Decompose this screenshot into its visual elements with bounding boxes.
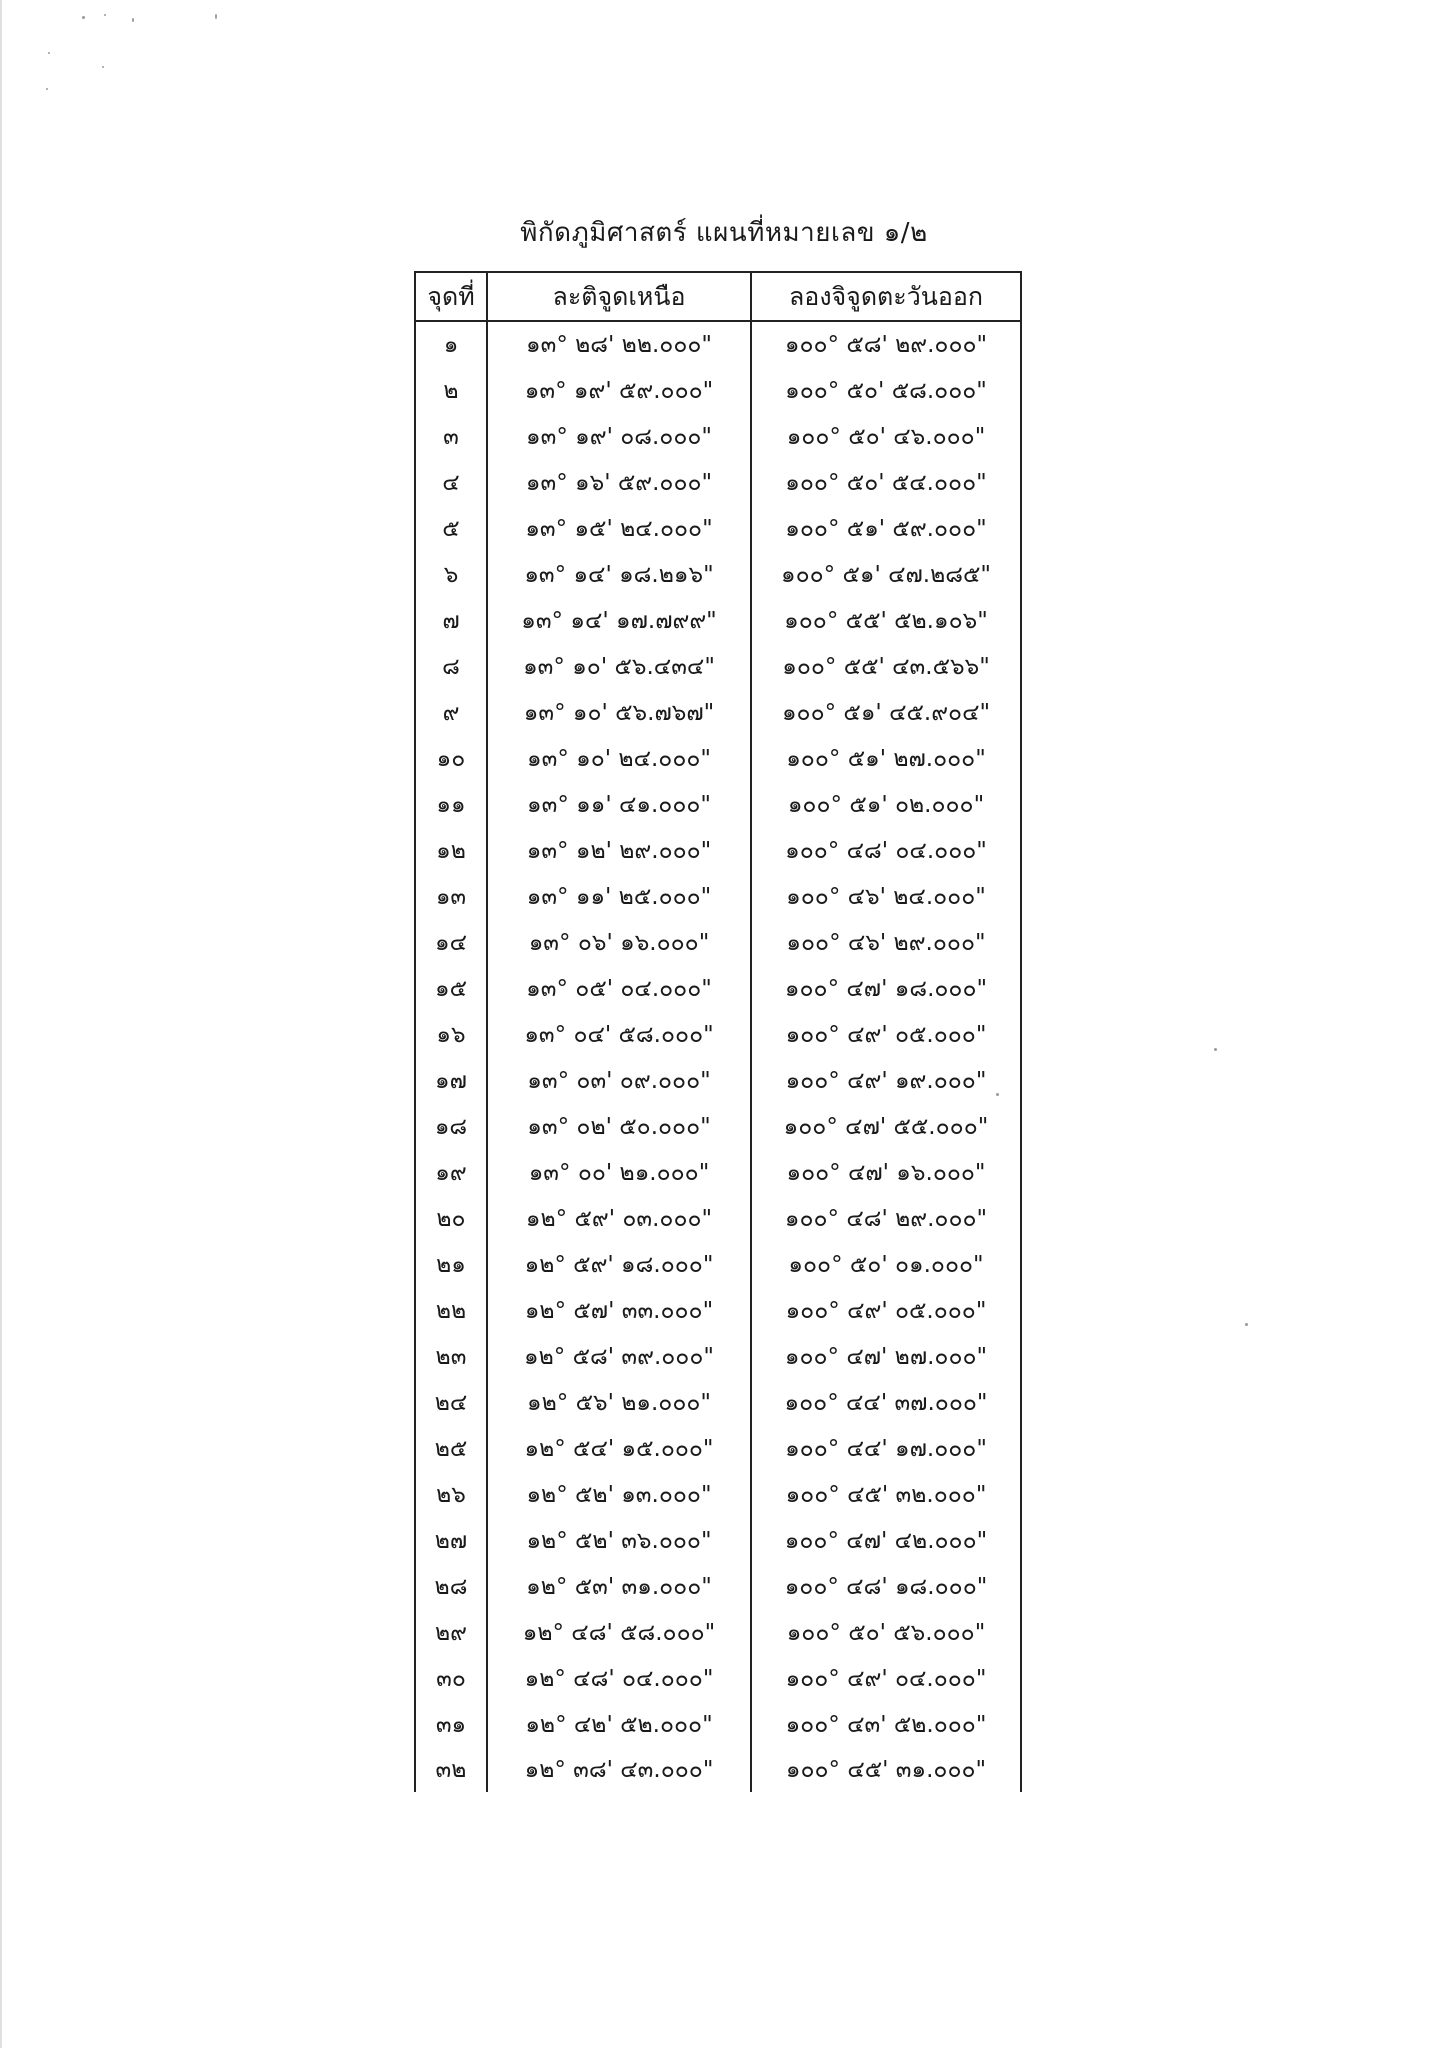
longitude-value: ๑๐๐° ๔๘' ๐๔.๐๐๐" — [751, 828, 1021, 874]
latitude-value: ๑๒° ๔๘' ๐๔.๐๐๐" — [487, 1656, 751, 1702]
point-number: ๑๖ — [415, 1012, 487, 1058]
point-number: ๓๑ — [415, 1702, 487, 1748]
longitude-value: ๑๐๐° ๔๙' ๐๕.๐๐๐" — [751, 1288, 1021, 1334]
table-row — [415, 1334, 1021, 1380]
header-latitude: ละติจูดเหนือ — [487, 272, 751, 321]
longitude-value: ๑๐๐° ๕๑' ๔๕.๙๐๔" — [751, 690, 1021, 736]
latitude-value: ๑๒° ๕๒' ๑๓.๐๐๐" — [487, 1472, 751, 1518]
longitude-value: ๑๐๐° ๔๔' ๑๗.๐๐๐" — [751, 1426, 1021, 1472]
longitude-value: ๑๐๐° ๔๗' ๑๘.๐๐๐" — [751, 966, 1021, 1012]
latitude-value: ๑๓° ๑๙' ๐๘.๐๐๐" — [487, 414, 751, 460]
longitude-value: ๑๐๐° ๔๗' ๕๕.๐๐๐" — [751, 1104, 1021, 1150]
scan-speck — [215, 14, 217, 19]
table-row — [415, 1702, 1021, 1748]
table-row — [415, 1748, 1021, 1792]
latitude-value: ๑๓° ๑๔' ๑๘.๒๑๖" — [487, 552, 751, 598]
table-row — [415, 1380, 1021, 1426]
table-header-row — [415, 272, 1021, 321]
longitude-value: ๑๐๐° ๔๙' ๐๔.๐๐๐" — [751, 1656, 1021, 1702]
point-number: ๑ — [415, 321, 487, 368]
table-row — [415, 321, 1021, 368]
latitude-value: ๑๓° ๑๑' ๒๕.๐๐๐" — [487, 874, 751, 920]
point-number: ๑๕ — [415, 966, 487, 1012]
table-row — [415, 1518, 1021, 1564]
latitude-value: ๑๓° ๑๒' ๒๙.๐๐๐" — [487, 828, 751, 874]
scan-speck — [82, 16, 85, 19]
longitude-value: ๑๐๐° ๔๗' ๔๒.๐๐๐" — [751, 1518, 1021, 1564]
point-number: ๒๓ — [415, 1334, 487, 1380]
point-number: ๓ — [415, 414, 487, 460]
point-number: ๗ — [415, 598, 487, 644]
table-row — [415, 828, 1021, 874]
longitude-value: ๑๐๐° ๕๑' ๐๒.๐๐๐" — [751, 782, 1021, 828]
table-row — [415, 1564, 1021, 1610]
longitude-value: ๑๐๐° ๔๙' ๑๙.๐๐๐" — [751, 1058, 1021, 1104]
longitude-value: ๑๐๐° ๔๙' ๐๕.๐๐๐" — [751, 1012, 1021, 1058]
scan-speck — [1245, 1323, 1248, 1326]
longitude-value: ๑๐๐° ๔๘' ๒๙.๐๐๐" — [751, 1196, 1021, 1242]
table-row — [415, 1196, 1021, 1242]
point-number: ๒๑ — [415, 1242, 487, 1288]
latitude-value: ๑๒° ๓๘' ๔๓.๐๐๐" — [487, 1748, 751, 1792]
point-number: ๓๐ — [415, 1656, 487, 1702]
scan-speck — [46, 88, 48, 90]
point-number: ๒๙ — [415, 1610, 487, 1656]
point-number: ๒๗ — [415, 1518, 487, 1564]
point-number: ๓๒ — [415, 1748, 487, 1792]
point-number: ๑๗ — [415, 1058, 487, 1104]
point-number: ๒๘ — [415, 1564, 487, 1610]
point-number: ๑๐ — [415, 736, 487, 782]
latitude-value: ๑๓° ๐๐' ๒๑.๐๐๐" — [487, 1150, 751, 1196]
point-number: ๒๒ — [415, 1288, 487, 1334]
longitude-value: ๑๐๐° ๕๐' ๕๘.๐๐๐" — [751, 368, 1021, 414]
point-number: ๑๙ — [415, 1150, 487, 1196]
latitude-value: ๑๓° ๐๒' ๕๐.๐๐๐" — [487, 1104, 751, 1150]
point-number: ๕ — [415, 506, 487, 552]
point-number: ๒ — [415, 368, 487, 414]
longitude-value: ๑๐๐° ๔๗' ๒๗.๐๐๐" — [751, 1334, 1021, 1380]
table-row — [415, 1150, 1021, 1196]
latitude-value: ๑๒° ๕๖' ๒๑.๐๐๐" — [487, 1380, 751, 1426]
point-number: ๒๔ — [415, 1380, 487, 1426]
table-row — [415, 1058, 1021, 1104]
table-row — [415, 1610, 1021, 1656]
table-row — [415, 736, 1021, 782]
table-row — [415, 414, 1021, 460]
latitude-value: ๑๓° ๐๔' ๕๘.๐๐๐" — [487, 1012, 751, 1058]
table-row — [415, 1012, 1021, 1058]
header-point: จุดที่ — [415, 272, 487, 321]
coordinates-table — [414, 271, 1022, 1792]
latitude-value: ๑๓° ๑๑' ๔๑.๐๐๐" — [487, 782, 751, 828]
longitude-value: ๑๐๐° ๔๕' ๓๒.๐๐๐" — [751, 1472, 1021, 1518]
table-row — [415, 1242, 1021, 1288]
table-row — [415, 368, 1021, 414]
table-row — [415, 1472, 1021, 1518]
longitude-value: ๑๐๐° ๔๕' ๓๑.๐๐๐" — [751, 1748, 1021, 1792]
point-number: ๒๐ — [415, 1196, 487, 1242]
point-number: ๑๑ — [415, 782, 487, 828]
scan-speck — [102, 66, 104, 68]
latitude-value: ๑๓° ๐๕' ๐๔.๐๐๐" — [487, 966, 751, 1012]
latitude-value: ๑๒° ๕๙' ๑๘.๐๐๐" — [487, 1242, 751, 1288]
longitude-value: ๑๐๐° ๕๑' ๒๗.๐๐๐" — [751, 736, 1021, 782]
scan-speck — [132, 18, 134, 22]
point-number: ๙ — [415, 690, 487, 736]
latitude-value: ๑๓° ๐๓' ๐๙.๐๐๐" — [487, 1058, 751, 1104]
table-row — [415, 460, 1021, 506]
table-row — [415, 506, 1021, 552]
point-number: ๒๕ — [415, 1426, 487, 1472]
latitude-value: ๑๒° ๕๘' ๓๙.๐๐๐" — [487, 1334, 751, 1380]
longitude-value: ๑๐๐° ๕๑' ๕๙.๐๐๐" — [751, 506, 1021, 552]
latitude-value: ๑๒° ๕๓' ๓๑.๐๐๐" — [487, 1564, 751, 1610]
longitude-value: ๑๐๐° ๔๖' ๒๙.๐๐๐" — [751, 920, 1021, 966]
point-number: ๘ — [415, 644, 487, 690]
table-row — [415, 1656, 1021, 1702]
latitude-value: ๑๓° ๑๙' ๕๙.๐๐๐" — [487, 368, 751, 414]
point-number: ๔ — [415, 460, 487, 506]
point-number: ๒๖ — [415, 1472, 487, 1518]
longitude-value: ๑๐๐° ๔๓' ๕๒.๐๐๐" — [751, 1702, 1021, 1748]
point-number: ๑๓ — [415, 874, 487, 920]
scan-edge — [0, 0, 2, 2048]
longitude-value: ๑๐๐° ๕๘' ๒๙.๐๐๐" — [751, 321, 1021, 368]
longitude-value: ๑๐๐° ๔๔' ๓๗.๐๐๐" — [751, 1380, 1021, 1426]
scan-speck — [1214, 1048, 1217, 1051]
longitude-value: ๑๐๐° ๔๖' ๒๔.๐๐๐" — [751, 874, 1021, 920]
longitude-value: ๑๐๐° ๕๕' ๔๓.๕๖๖" — [751, 644, 1021, 690]
latitude-value: ๑๓° ๑๕' ๒๔.๐๐๐" — [487, 506, 751, 552]
table-row — [415, 874, 1021, 920]
longitude-value: ๑๐๐° ๔๗' ๑๖.๐๐๐" — [751, 1150, 1021, 1196]
point-number: ๑๘ — [415, 1104, 487, 1150]
latitude-value: ๑๒° ๔๒' ๕๒.๐๐๐" — [487, 1702, 751, 1748]
point-number: ๑๒ — [415, 828, 487, 874]
latitude-value: ๑๓° ๐๖' ๑๖.๐๐๐" — [487, 920, 751, 966]
table-row — [415, 552, 1021, 598]
latitude-value: ๑๓° ๑๐' ๕๖.๗๖๗" — [487, 690, 751, 736]
longitude-value: ๑๐๐° ๕๐' ๕๖.๐๐๐" — [751, 1610, 1021, 1656]
point-number: ๑๔ — [415, 920, 487, 966]
scan-speck — [104, 14, 106, 16]
latitude-value: ๑๒° ๕๗' ๓๓.๐๐๐" — [487, 1288, 751, 1334]
table-row — [415, 966, 1021, 1012]
longitude-value: ๑๐๐° ๕๑' ๔๗.๒๘๕" — [751, 552, 1021, 598]
table-row — [415, 782, 1021, 828]
table-row — [415, 1426, 1021, 1472]
latitude-value: ๑๓° ๒๘' ๒๒.๐๐๐" — [487, 321, 751, 368]
latitude-value: ๑๓° ๑๔' ๑๗.๗๙๙" — [487, 598, 751, 644]
table-row — [415, 598, 1021, 644]
table-row — [415, 644, 1021, 690]
latitude-value: ๑๒° ๕๙' ๐๓.๐๐๐" — [487, 1196, 751, 1242]
header-longitude: ลองจิจูดตะวันออก — [751, 272, 1021, 321]
latitude-value: ๑๓° ๑๖' ๕๙.๐๐๐" — [487, 460, 751, 506]
latitude-value: ๑๒° ๕๔' ๑๕.๐๐๐" — [487, 1426, 751, 1472]
longitude-value: ๑๐๐° ๔๘' ๑๘.๐๐๐" — [751, 1564, 1021, 1610]
longitude-value: ๑๐๐° ๕๐' ๔๖.๐๐๐" — [751, 414, 1021, 460]
latitude-value: ๑๓° ๑๐' ๕๖.๔๓๔" — [487, 644, 751, 690]
page-title: พิกัดภูมิศาสตร์ แผนที่หมายเลข ๑/๒ — [520, 218, 928, 248]
longitude-value: ๑๐๐° ๕๐' ๐๑.๐๐๐" — [751, 1242, 1021, 1288]
scan-speck — [48, 52, 50, 54]
longitude-value: ๑๐๐° ๕๐' ๕๔.๐๐๐" — [751, 460, 1021, 506]
table-row — [415, 920, 1021, 966]
table-row — [415, 1288, 1021, 1334]
longitude-value: ๑๐๐° ๕๕' ๕๒.๑๐๖" — [751, 598, 1021, 644]
latitude-value: ๑๒° ๔๘' ๕๘.๐๐๐" — [487, 1610, 751, 1656]
table-row — [415, 690, 1021, 736]
point-number: ๖ — [415, 552, 487, 598]
table-row — [415, 1104, 1021, 1150]
latitude-value: ๑๒° ๕๒' ๓๖.๐๐๐" — [487, 1518, 751, 1564]
latitude-value: ๑๓° ๑๐' ๒๔.๐๐๐" — [487, 736, 751, 782]
